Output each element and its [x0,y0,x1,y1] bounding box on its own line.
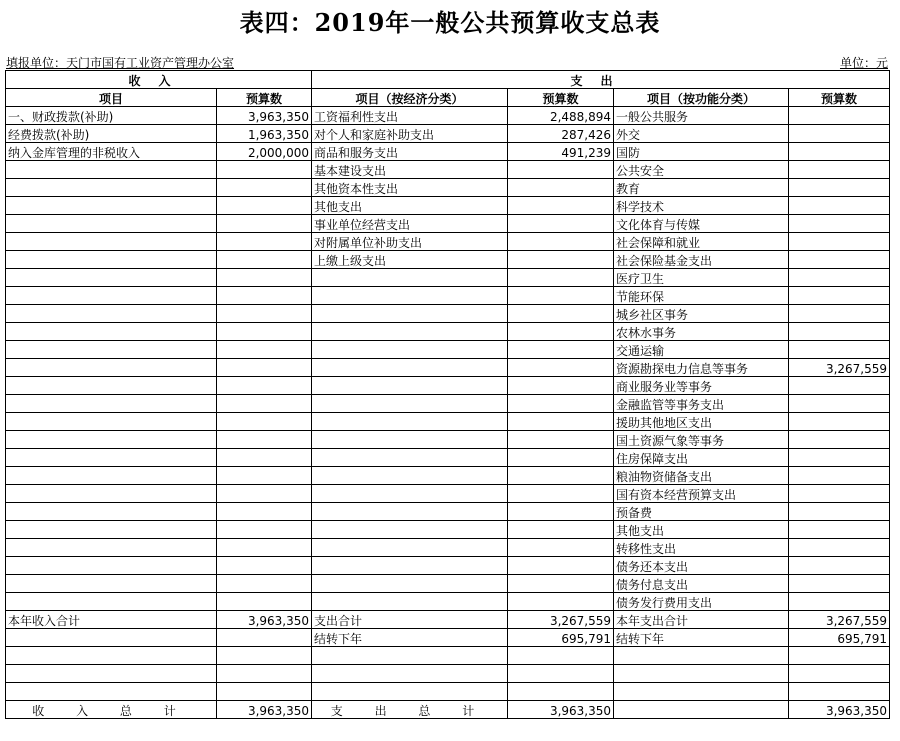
table-row [6,467,890,485]
table-row [6,629,890,647]
col-header-amount-func: 预算数 [789,89,890,107]
func-item: 债务付息支出 [614,575,789,593]
income-amount [217,323,312,341]
table-row [6,413,890,431]
func-amount [789,197,890,215]
econ-item: 支出合计 [312,611,508,629]
income-amount [217,557,312,575]
table-row [6,611,890,629]
income-item [6,215,217,233]
econ-item: 其他资本性支出 [312,179,508,197]
table-row [6,197,890,215]
econ-item [312,467,508,485]
econ-item [312,485,508,503]
func-item [614,665,789,683]
econ-item: 其他支出 [312,197,508,215]
func-item: 一般公共服务 [614,107,789,125]
income-amount [217,359,312,377]
econ-item [312,683,508,701]
table-row [6,251,890,269]
func-amount [789,395,890,413]
func-amount [789,341,890,359]
table-row [6,665,890,683]
econ-amount [508,467,614,485]
econ-amount [508,593,614,611]
econ-item [312,377,508,395]
func-amount [789,305,890,323]
func-item [614,647,789,665]
func-item: 债务还本支出 [614,557,789,575]
econ-amount: 491,239 [508,143,614,161]
income-item [6,431,217,449]
econ-amount [508,161,614,179]
income-item [6,629,217,647]
income-item [6,557,217,575]
econ-item [312,359,508,377]
income-amount: 2,000,000 [217,143,312,161]
func-amount [789,323,890,341]
income-amount [217,521,312,539]
func-item: 公共安全 [614,161,789,179]
func-item: 住房保障支出 [614,449,789,467]
income-amount [217,665,312,683]
econ-item [312,269,508,287]
func-amount [789,485,890,503]
table-row [6,359,890,377]
func-item: 商业服务业等事务 [614,377,789,395]
econ-amount [508,647,614,665]
income-item: 收 入 总 计 [6,701,217,719]
econ-item [312,521,508,539]
col-header-amount: 预算数 [217,89,312,107]
income-amount [217,215,312,233]
econ-item: 支 出 总 计 [312,701,508,719]
table-row [6,575,890,593]
table-row [6,143,890,161]
income-amount: 3,963,350 [217,701,312,719]
income-item [6,467,217,485]
table-row [6,215,890,233]
income-item [6,161,217,179]
func-amount [789,575,890,593]
func-amount [789,467,890,485]
econ-item [312,647,508,665]
func-item: 援助其他地区支出 [614,413,789,431]
income-item: 纳入金库管理的非税收入 [6,143,217,161]
func-item: 预备费 [614,503,789,521]
econ-item: 上缴上级支出 [312,251,508,269]
table-row [6,647,890,665]
income-amount [217,233,312,251]
income-amount [217,575,312,593]
income-amount [217,485,312,503]
section-header-row [6,71,890,89]
income-item [6,251,217,269]
income-item [6,359,217,377]
income-amount [217,539,312,557]
table-row [6,269,890,287]
econ-item [312,539,508,557]
income-amount [217,503,312,521]
income-item [6,575,217,593]
econ-amount: 2,488,894 [508,107,614,125]
econ-amount [508,323,614,341]
econ-item [312,665,508,683]
income-item [6,341,217,359]
func-item: 教育 [614,179,789,197]
func-amount [789,215,890,233]
income-item: 一、财政拨款(补助) [6,107,217,125]
income-item [6,593,217,611]
income-item [6,197,217,215]
income-amount [217,251,312,269]
func-item: 资源勘探电力信息等事务 [614,359,789,377]
income-item: 本年收入合计 [6,611,217,629]
econ-item [312,341,508,359]
income-item [6,323,217,341]
func-item: 社会保险基金支出 [614,251,789,269]
currency-unit: 单位：元 [839,56,888,70]
func-item: 文化体育与传媒 [614,215,789,233]
col-header-item: 项目 [6,89,217,107]
table-row [6,395,890,413]
func-amount [789,683,890,701]
func-amount [789,179,890,197]
income-item: 经费拨款(补助) [6,125,217,143]
econ-amount [508,233,614,251]
income-amount [217,413,312,431]
econ-item: 结转下年 [312,629,508,647]
expenditure-section-header: 支出 [312,71,890,89]
income-item [6,377,217,395]
econ-item: 基本建设支出 [312,161,508,179]
econ-amount [508,413,614,431]
income-amount [217,593,312,611]
table-row [6,431,890,449]
table-row [6,593,890,611]
income-item [6,449,217,467]
econ-item [312,431,508,449]
econ-amount [508,557,614,575]
econ-amount [508,395,614,413]
func-amount [789,431,890,449]
econ-amount [508,359,614,377]
func-amount [789,665,890,683]
econ-amount [508,575,614,593]
econ-amount [508,449,614,467]
income-amount [217,647,312,665]
func-item: 国防 [614,143,789,161]
func-item: 其他支出 [614,521,789,539]
econ-amount [508,197,614,215]
income-item [6,413,217,431]
table-row [6,341,890,359]
func-item: 农林水事务 [614,323,789,341]
econ-amount [508,305,614,323]
func-amount [789,539,890,557]
table-row [6,161,890,179]
func-item: 本年支出合计 [614,611,789,629]
income-amount [217,287,312,305]
income-item [6,683,217,701]
table-row [6,287,890,305]
table-row [6,305,890,323]
income-amount [217,269,312,287]
func-item: 转移性支出 [614,539,789,557]
func-amount [789,449,890,467]
income-item [6,395,217,413]
func-amount [789,377,890,395]
econ-amount: 3,963,350 [508,701,614,719]
income-amount [217,467,312,485]
econ-item: 事业单位经营支出 [312,215,508,233]
func-item [614,683,789,701]
func-amount: 3,963,350 [789,701,890,719]
econ-item [312,503,508,521]
func-item [614,701,789,719]
table-row [6,107,890,125]
econ-amount [508,539,614,557]
func-amount [789,233,890,251]
func-item: 科学技术 [614,197,789,215]
econ-amount [508,665,614,683]
income-item [6,539,217,557]
table-row [6,503,890,521]
income-amount [217,449,312,467]
func-amount [789,161,890,179]
income-section-header: 收入 [6,71,312,89]
func-item: 城乡社区事务 [614,305,789,323]
income-amount [217,197,312,215]
income-item [6,665,217,683]
income-item [6,233,217,251]
income-item [6,503,217,521]
column-header-row [6,89,890,107]
func-item: 国有资本经营预算支出 [614,485,789,503]
func-amount [789,521,890,539]
econ-amount [508,683,614,701]
table-row [6,521,890,539]
income-amount [217,683,312,701]
table-row [6,539,890,557]
col-header-amount-econ: 预算数 [508,89,614,107]
func-amount: 3,267,559 [789,611,890,629]
econ-amount [508,485,614,503]
income-amount: 3,963,350 [217,611,312,629]
econ-item [312,449,508,467]
func-amount [789,143,890,161]
income-item [6,305,217,323]
func-item: 交通运输 [614,341,789,359]
econ-amount [508,521,614,539]
econ-item: 对附属单位补助支出 [312,233,508,251]
func-item: 结转下年 [614,629,789,647]
income-amount [217,161,312,179]
econ-item [312,287,508,305]
econ-item: 对个人和家庭补助支出 [312,125,508,143]
table-row [6,377,890,395]
econ-item [312,323,508,341]
income-item [6,521,217,539]
econ-amount [508,341,614,359]
income-item [6,269,217,287]
econ-amount: 3,267,559 [508,611,614,629]
econ-amount [508,251,614,269]
table-row [6,683,890,701]
table-row [6,179,890,197]
func-item: 金融监管等事务支出 [614,395,789,413]
budget-table [5,70,890,719]
income-amount [217,395,312,413]
econ-item [312,593,508,611]
income-amount [217,629,312,647]
func-item: 医疗卫生 [614,269,789,287]
econ-item: 商品和服务支出 [312,143,508,161]
income-item [6,287,217,305]
func-item: 债务发行费用支出 [614,593,789,611]
income-amount: 3,963,350 [217,107,312,125]
income-amount [217,305,312,323]
income-amount [217,341,312,359]
col-header-item-func: 项目（按功能分类） [614,89,789,107]
econ-amount: 695,791 [508,629,614,647]
func-amount [789,413,890,431]
func-amount [789,251,890,269]
reporting-unit: 填报单位：天门市国有工业资产管理办公室 [6,56,235,70]
econ-amount [508,377,614,395]
func-amount: 695,791 [789,629,890,647]
econ-item [312,305,508,323]
income-item [6,485,217,503]
func-item: 节能环保 [614,287,789,305]
econ-amount [508,287,614,305]
econ-item [312,575,508,593]
econ-amount [508,215,614,233]
func-amount: 3,267,559 [789,359,890,377]
econ-item: 工资福利性支出 [312,107,508,125]
table-row [6,485,890,503]
func-amount [789,107,890,125]
income-amount: 1,963,350 [217,125,312,143]
func-amount [789,125,890,143]
table-row [6,701,890,719]
income-item [6,179,217,197]
func-amount [789,557,890,575]
func-amount [789,503,890,521]
income-amount [217,377,312,395]
econ-amount [508,269,614,287]
func-item: 国土资源气象等事务 [614,431,789,449]
econ-amount: 287,426 [508,125,614,143]
table-row [6,323,890,341]
econ-amount [508,503,614,521]
income-amount [217,179,312,197]
col-header-item-econ: 项目（按经济分类） [312,89,508,107]
income-item [6,647,217,665]
econ-item [312,413,508,431]
table-row [6,233,890,251]
func-amount [789,269,890,287]
func-item: 粮油物资储备支出 [614,467,789,485]
func-amount [789,287,890,305]
econ-amount [508,179,614,197]
func-amount [789,593,890,611]
table-row [6,557,890,575]
func-item: 社会保障和就业 [614,233,789,251]
econ-amount [508,431,614,449]
econ-item [312,557,508,575]
page-title: 表四：2019年一般公共预算收支总表 [239,8,661,37]
econ-item [312,395,508,413]
table-row [6,125,890,143]
table-row [6,449,890,467]
func-amount [789,647,890,665]
func-item: 外交 [614,125,789,143]
income-amount [217,431,312,449]
